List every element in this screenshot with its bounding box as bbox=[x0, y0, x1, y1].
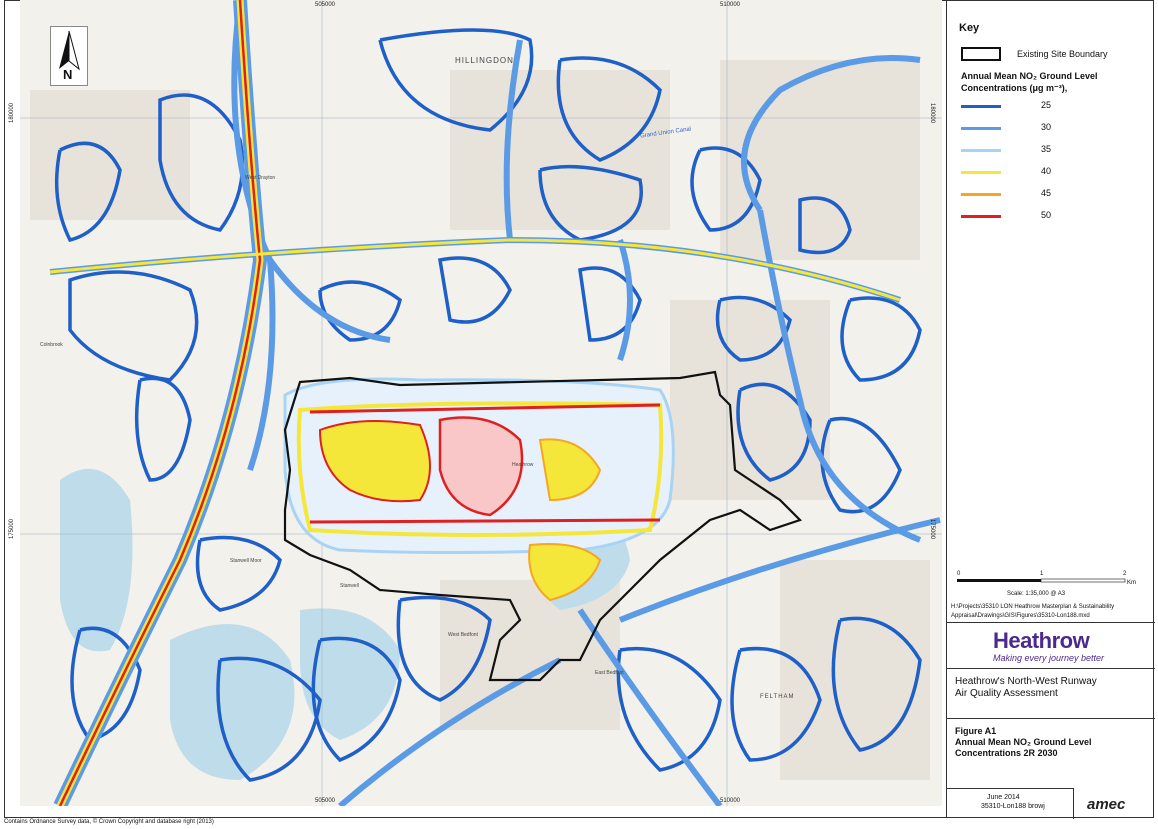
scale-tick: 2 bbox=[1123, 571, 1127, 577]
legend-swatch bbox=[961, 105, 1001, 108]
legend-row bbox=[961, 144, 1141, 156]
scale-label: Scale: 1:35,000 @ A3 bbox=[1007, 591, 1066, 597]
place-label: West Drayton bbox=[245, 175, 276, 181]
place-label: East Bedfont bbox=[595, 670, 624, 676]
date: June 2014 bbox=[987, 794, 1020, 801]
grid-label-x2-bottom: 510000 bbox=[720, 798, 741, 804]
legend-swatch bbox=[961, 149, 1001, 152]
grid-label-y1-right: 180000 bbox=[929, 102, 936, 124]
place-label: HILLINGDON bbox=[455, 56, 514, 65]
copyright: Contains Ordnance Survey data, © Crown Copyright and database right (2013) bbox=[4, 819, 214, 825]
scale-unit: Km bbox=[1127, 580, 1136, 586]
legend-value: 50 bbox=[1041, 210, 1052, 220]
legend-swatch bbox=[961, 127, 1001, 130]
place-label: West Bedfont bbox=[448, 632, 478, 638]
legend-value: 40 bbox=[1041, 166, 1052, 176]
scale-bar bbox=[957, 576, 1129, 590]
grid-label-y2: 175000 bbox=[9, 518, 16, 540]
project-title-line2: Air Quality Assessment bbox=[955, 688, 1058, 699]
legend-swatch bbox=[961, 215, 1001, 218]
place-label: Stanwell Moor bbox=[230, 558, 262, 564]
legend-swatch bbox=[961, 171, 1001, 174]
legend-title: Key bbox=[959, 22, 980, 34]
legend-value: 30 bbox=[1041, 122, 1052, 132]
project-title bbox=[955, 676, 1097, 700]
legend-swatch bbox=[961, 193, 1001, 196]
concentration-title bbox=[961, 70, 1151, 94]
map-area bbox=[9, 0, 942, 806]
concentration-title-line2: Concentrations (μg m⁻³), bbox=[961, 83, 1068, 93]
amec-logo: amec bbox=[1087, 796, 1126, 813]
map-canvas bbox=[20, 0, 942, 806]
grid-label-y1: 180000 bbox=[9, 102, 16, 124]
figure-title bbox=[955, 726, 1092, 759]
grid-label-x2: 510000 bbox=[720, 2, 741, 8]
place-label: Colnbrook bbox=[40, 342, 63, 348]
grid-label-y2-right: 175000 bbox=[929, 518, 936, 540]
north-arrow bbox=[50, 26, 88, 86]
legend-panel bbox=[946, 0, 1155, 818]
drawing-ref: 35310-Lon188 browj bbox=[981, 803, 1045, 810]
file-path: H:\Projects\35310 LON Heathrow Masterplan & Sustainability Appraisal\Drawings\GIS\Figures\35310-Lon188.mxd bbox=[951, 604, 1115, 619]
scale-tick: 0 bbox=[957, 571, 961, 577]
legend-value: 25 bbox=[1041, 100, 1052, 110]
place-label: FELTHAM bbox=[760, 694, 795, 700]
figure-line2: Concentrations 2R 2030 bbox=[955, 748, 1058, 758]
heathrow-logo: Heathrow bbox=[993, 628, 1090, 653]
figure-number: Figure A1 bbox=[955, 726, 997, 736]
concentration-title-line1: Annual Mean NO₂ Ground Level bbox=[961, 71, 1098, 81]
legend-row bbox=[961, 188, 1141, 200]
grid-label-x1: 505000 bbox=[315, 2, 336, 8]
scale-tick: 1 bbox=[1040, 571, 1044, 577]
north-label: N bbox=[63, 67, 73, 82]
boundary-swatch bbox=[961, 47, 1001, 61]
boundary-label: Existing Site Boundary bbox=[1017, 49, 1108, 59]
legend-row bbox=[961, 166, 1141, 178]
legend-row bbox=[961, 210, 1141, 222]
heathrow-tagline: Making every journey better bbox=[993, 653, 1105, 663]
project-title-line1: Heathrow's North-West Runway bbox=[955, 676, 1097, 687]
legend-value: 45 bbox=[1041, 188, 1052, 198]
place-label: Stanwell bbox=[340, 583, 359, 589]
grid-label-x1-bottom: 505000 bbox=[315, 798, 336, 804]
legend-row bbox=[961, 122, 1141, 134]
legend-value: 35 bbox=[1041, 144, 1052, 154]
legend-row bbox=[961, 100, 1141, 112]
place-label: Heathrow bbox=[512, 462, 534, 468]
figure-line1: Annual Mean NO₂ Ground Level bbox=[955, 737, 1092, 747]
place-label: Grand Union Canal bbox=[639, 126, 692, 140]
